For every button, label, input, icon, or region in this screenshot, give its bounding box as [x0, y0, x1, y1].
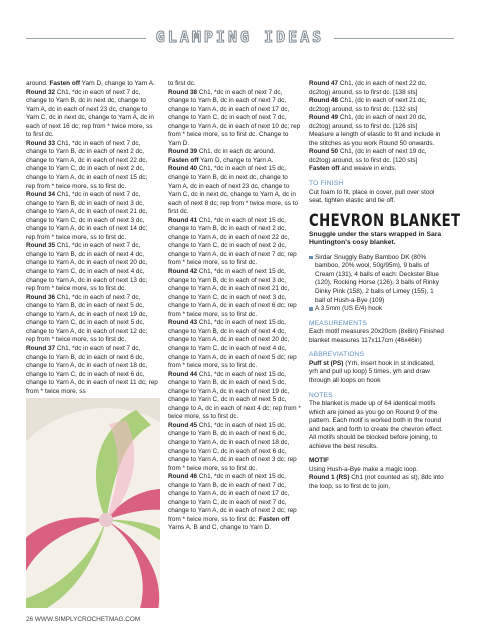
- round-34: [26, 191, 158, 242]
- round-50: [309, 148, 445, 165]
- round-label: Round 47: [309, 80, 339, 87]
- round-text: Ch1, *dc in each of next 7 dc, change to Yarn B, dc in each of next 6 dc, change to Yarn A, dc in each of next 18 dc, change to Yarn C, dc in each of next 6 dc, change to Yarn A, dc in each of next 11 dc; rep from * twice more, ss: [26, 344, 158, 395]
- bold-label: Fasten off: [309, 165, 340, 173]
- chevron-blanket-title: CHEVRON BLANKET: [309, 210, 461, 231]
- round-45: [168, 422, 301, 473]
- fasten-off: [309, 165, 445, 174]
- text: Yarn D, change to Yarn A.: [80, 80, 155, 87]
- round-label: Round 50: [309, 148, 339, 156]
- page-header: [0, 0, 480, 64]
- materials-item-yarn: [309, 254, 445, 305]
- round-label: Round 38: [168, 88, 198, 96]
- round-text: Ch1, dc in each dc around.: [197, 148, 276, 156]
- round-40: [168, 165, 301, 216]
- round-text: Ch1, (dc in each of next 20 dc, dc2tog) around, ss to first dc. [126 sts]: [309, 114, 427, 130]
- text-column-3: [309, 80, 461, 492]
- materials-text: A 3.5mm (US E/4) hook: [315, 305, 383, 313]
- round-47: [309, 80, 445, 97]
- text: Yarn D, change to Yarn A.: [198, 156, 274, 164]
- measurements-heading: MEASUREMENTS: [309, 319, 368, 327]
- notes-text: All motifs should be blocked before joining, to achieve the best results.: [309, 434, 438, 450]
- to-finish-text: Cut foam to fit, place in cover, pull over stool seat, tighten elastic and tie off.: [309, 188, 435, 205]
- round-text: Ch1, (dc in each of next 21 dc, dc2tog) around, ss to first dc. [132 sts]: [309, 97, 427, 113]
- round-label: Round 35: [26, 242, 56, 250]
- chevron-blanket-subtitle: Snuggle under the stars wrapped in Sara Huntington's cosy blanket.: [309, 230, 442, 247]
- motif-round-1: [309, 474, 445, 491]
- round-label: Round 39: [168, 148, 198, 156]
- puff-stitch-abbreviation: [309, 360, 445, 386]
- abbreviation-text: (Yrh, insert hook in st indicated, yrh and pull up loop) 5 times, yrh and draw through all loops on hook: [309, 359, 435, 384]
- round-text: Ch1, *dc in each of next 15 dc, change to Yarn B, dc in next dc, change to Yarn A, dc in each of next 23 dc, change to Yarn C, dc in next dc, change to Yarn A, dc in each of next 8 dc; rep from * twice more, ss to first dc.: [168, 165, 298, 216]
- text-column-1: [26, 80, 158, 396]
- round-text: Ch1, *dc in each of next 15 dc, change to Yarn B, dc in each of next 6 dc, change to Yarn A, dc in each of next 18 dc, change to Yarn C, dc in each of next 6 dc, change to Yarn A, dc in each of next 3 dc; rep from * twice more, ss to first dc.: [168, 421, 297, 472]
- round-text: Ch1, *dc in each of next 7 dc, change to Yarn B, dc in each of next 2 dc, change to Yarn A, dc in each of next 22 dc, change to Yarn C, dc in each of next 2 dc, change to Yarn A, dc in each of next 15 dc; rep from * twice more, ss to first dc.: [26, 139, 148, 190]
- text-column-2: [168, 80, 301, 533]
- round-text: Ch1, *dc in each of next 7 dc, change to Yarn B, dc in each of next 3 dc, change to Yarn A, dc in each of next 21 dc, change to Yarn C, dc in each of next 3 dc, change to Yarn A, dc in each of next 14 dc; rep from * twice more, ss to first dc.: [26, 191, 148, 241]
- abbreviations-heading: ABBREVIATIONS: [309, 351, 365, 359]
- round-text: Ch1, *dc in each of next 15 dc, change to Yarn B, dc in each of next 3 dc, change to Yarn A, dc in each of next 21 dc, change to Yarn C, dc in each of next 3 dc, change to Yarn A, dc in each of next 6 dc; rep from * twice more, ss to first dc.: [168, 268, 297, 318]
- text: to first dc.: [168, 80, 196, 87]
- round-33: [26, 140, 158, 191]
- round-37: [26, 345, 158, 396]
- materials-text: Sirdar Snuggly Baby Bamboo DK (80% bamboo, 20% wool, 50g/95m), 9 balls of Cream (131), 4 balls of each: Deckster Blue (120), Rocking Horse (126), 3 balls of Rinky Dinky Pink (158), 2 balls of Limey (155), 1 ball of Hush-a-Bye (109): [315, 253, 439, 304]
- bullet-square-icon: [309, 307, 313, 311]
- to-finish-heading: TO FINISH: [309, 180, 344, 188]
- measure-note: Measure a length of elastic to fit and include in the stitches as you work Round 50 onwards.: [309, 131, 441, 147]
- motif-heading: MOTIF: [309, 457, 329, 465]
- materials-item-hook: [309, 305, 445, 314]
- text: and weave in ends.: [339, 165, 397, 173]
- round-48: [309, 97, 445, 114]
- round-text: Ch1, *dc in each of next 7 dc, change to Yarn B, dc in each of next 4 dc, change to Yarn A, dc in each of next 20 dc, change to Yarn C, dc in each of next 4 dc, change to Yarn A, dc in each of next 13 dc; rep from * twice more, ss to first dc.: [26, 242, 148, 293]
- round-49: [309, 114, 445, 131]
- round-label: Round 45: [168, 421, 198, 429]
- round-label: Round 49: [309, 114, 339, 122]
- round-label: Round 46: [168, 473, 198, 481]
- round-44: [168, 371, 301, 422]
- page-footer: 26 WWW.SIMPLYCROCHETMAG.COM: [26, 616, 141, 623]
- round-label: Round 1 (RS): [309, 474, 350, 482]
- round-text: Ch1, *dc in each of next 7 dc, change to Yarn B, dc in each of next 7 dc, change to Yarn A, dc in each of next 17 dc, change to Yarn C, dc in each of next 7 dc, change to Yarn A, dc in each of next 10 dc; rep from * twice more, ss to first dc. Change to Yarn D.: [168, 88, 301, 147]
- round-text: Ch1, *dc in each of next 15 dc, change to Yarn B, dc in each of next 5 dc, change to Yarn A, dc in each of next 19 dc, change to Yarn C, dc in each of next 5 dc, change to A, dc in each of next 4 dc; rep from * twice more, ss to first dc.: [168, 370, 301, 421]
- crochet-photo: [26, 398, 160, 608]
- round-label: Round 43: [168, 319, 198, 327]
- text: around.: [26, 80, 50, 87]
- notes-heading: NOTES: [309, 391, 333, 399]
- notes-text: The blanket is made up of 64 identical motifs which are joined as you go on Round 9 of the pattern. Each motif is worked both in the round and back and forth to create the chevron effect.: [309, 400, 443, 433]
- round-text: Ch1, (dc in each of next 19 dc, dc2tog) around, ss to first dc. [120 sts]: [309, 148, 427, 164]
- round-label: Round 32: [26, 88, 56, 96]
- paragraph: [168, 80, 301, 89]
- crochet-swirl-image: [26, 398, 160, 608]
- round-text: Ch1, *dc in each of next 7 dc, change to Yarn B, dc in each of next 5 dc, change to Yarn A, dc in each of next 19 dc, change to Yarn C, dc in each of next 5 dc, change to Yarn A, dc in each of next 12 dc; rep from * twice more, ss to first dc.: [26, 293, 148, 344]
- round-label: Round 37: [26, 344, 56, 352]
- round-label: Round 48: [309, 97, 339, 105]
- round-text: Ch1, *dc in each of next 15 dc, change to Yarn B, dc in each of next 2 dc, change to Yarn A, dc in each of next 22 dc, change to Yarn C, dc in each of next 2 dc, change to Yarn A, dc in each of next 7 dc; rep from * twice more, ss to first dc.: [168, 216, 297, 267]
- round-label: Round 42: [168, 268, 198, 276]
- bold-label: Fasten off: [258, 515, 290, 523]
- round-text: Ch1, (dc in each of next 22 dc, dc2tog) around, ss to first dc. [138 sts]: [309, 80, 427, 96]
- round-41: [168, 217, 301, 268]
- measurements-text: Each motif measures 20x20cm (8x8in) Finished blanket measures 117x117cm (46x46in): [309, 328, 444, 344]
- round-label: Round 41: [168, 216, 198, 224]
- round-32: [26, 89, 158, 140]
- round-label: Round 33: [26, 139, 56, 147]
- paragraph: [26, 80, 158, 89]
- round-label: Round 34: [26, 191, 56, 199]
- bold-label: Fasten off: [168, 156, 199, 164]
- round-35: [26, 242, 158, 293]
- round-text: Ch1 (not counted as st), 8dc into the loop, ss to first dc to join,: [309, 474, 444, 490]
- round-42: [168, 268, 301, 319]
- round-43: [168, 319, 301, 370]
- round-text: Ch1, *dc in each of next 15 dc, change to Yarn B, dc in each of next 7 dc, change to Yarn A, dc in each of next 17 dc, change to Yarn C, dc in each of next 7 dc, change to Yarn A, dc in each of next 2 dc; rep from * twice more, ss to first dc.: [168, 473, 297, 523]
- fasten-off: [168, 157, 301, 166]
- round-46: [168, 473, 301, 533]
- round-label: Round 40: [168, 165, 198, 173]
- section-title: GLAMPING IDEAS: [155, 28, 325, 46]
- round-39: [168, 148, 301, 157]
- round-text: Ch1, *dc in each of next 15 dc, change to Yarn B, dc in each of next 4 dc, change to Yarn A, dc in each of next 20 dc, change to Yarn C, dc in each of next 4 dc, change to Yarn A, dc in each of next 5 dc; rep from * twice more, ss to first dc.: [168, 319, 297, 370]
- round-38: [168, 89, 301, 149]
- round-text: Ch1, *dc in each of next 7 dc, change to Yarn B, dc in next dc, change to Yarn A, dc in each of next 23 dc, change to Yarn C, dc in next dc, change to Yarn A, dc in each of next 16 dc; rep from * twice more, ss to first dc.: [26, 88, 154, 139]
- bullet-square-icon: [309, 256, 313, 260]
- round-label: Round 44: [168, 370, 198, 378]
- bold-label: Fasten off: [49, 80, 80, 87]
- round-label: Round 36: [26, 293, 56, 301]
- text: Yarns A, B and C, change to Yarn D.: [168, 524, 272, 532]
- abbreviation-label: Puff st (PS): [309, 359, 344, 367]
- motif-text: Using Hush-a-Bye make a magic loop.: [309, 465, 419, 473]
- round-36: [26, 294, 158, 345]
